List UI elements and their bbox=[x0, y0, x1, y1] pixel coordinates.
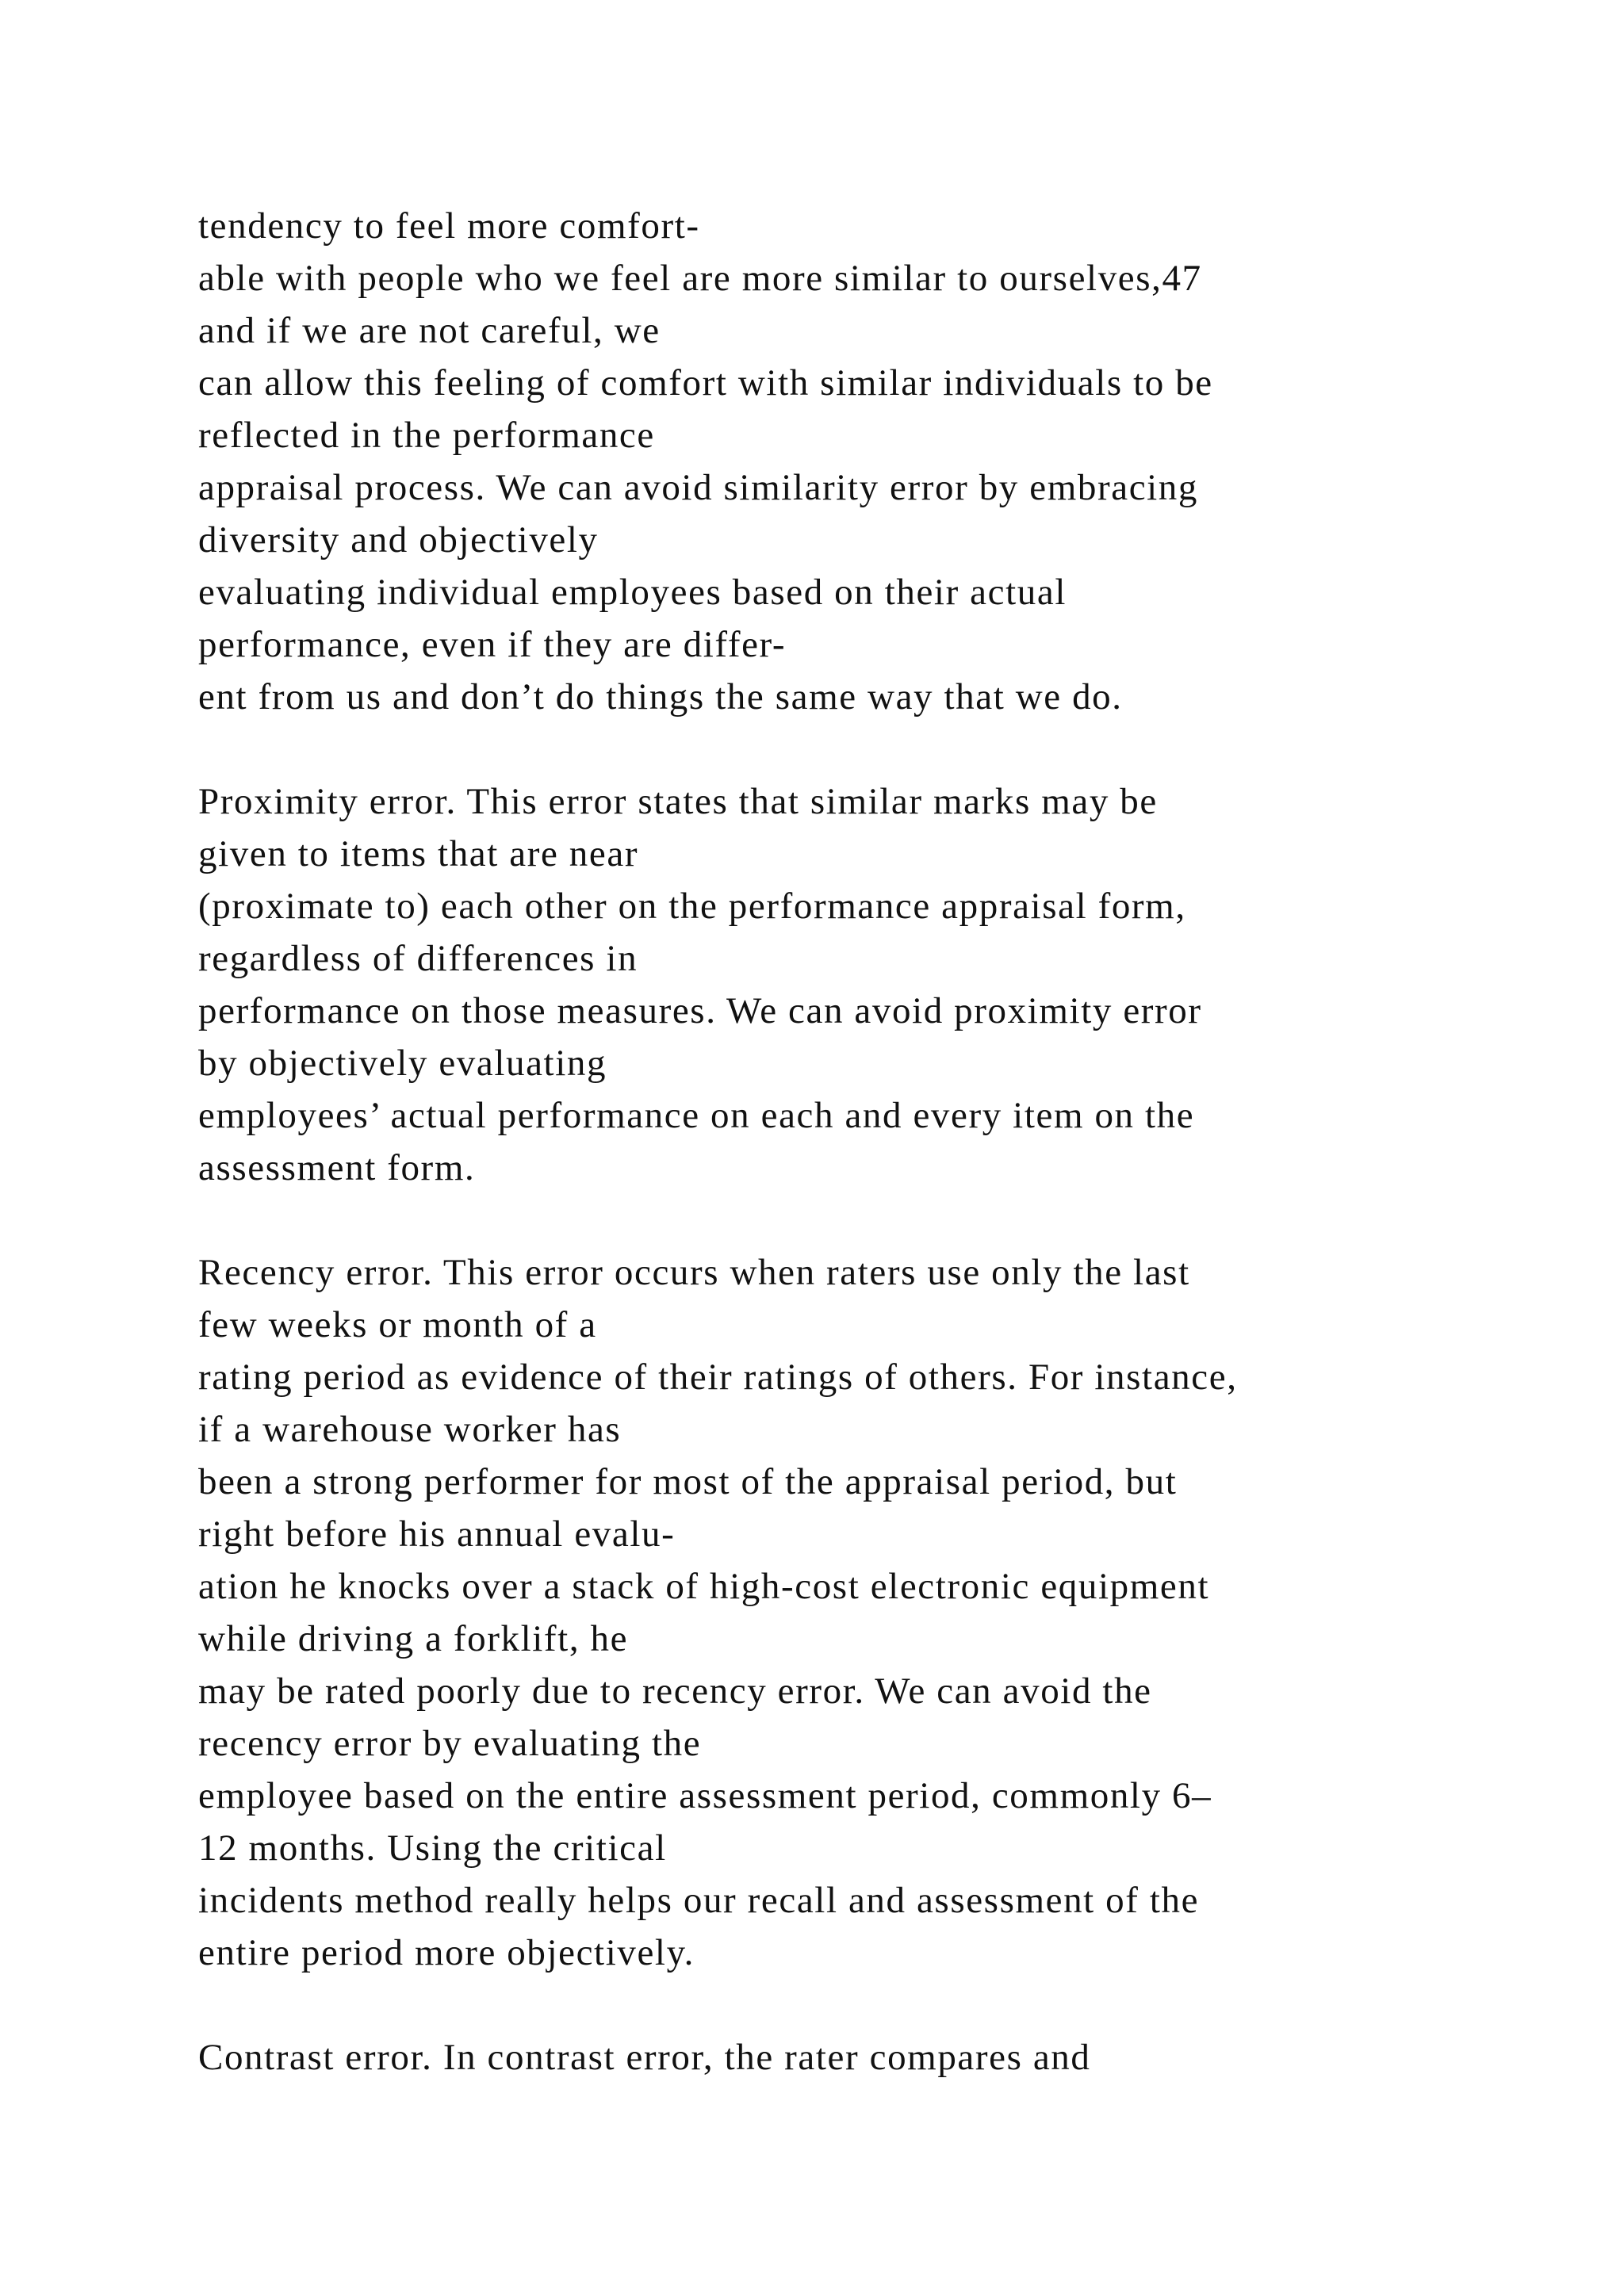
text-line: can allow this feeling of comfort with similar individuals to be bbox=[198, 362, 1213, 404]
text-line: right before his annual evalu- bbox=[198, 1513, 676, 1555]
document-body bbox=[198, 200, 1546, 2084]
text-line: performance on those measures. We can avoid proximity error bbox=[198, 990, 1202, 1031]
text-line: and if we are not careful, we bbox=[198, 310, 661, 351]
text-line: appraisal process. We can avoid similarity error by embracing bbox=[198, 467, 1199, 508]
text-line: ent from us and don’t do things the same way that we do. bbox=[198, 676, 1123, 718]
paragraph-spacer bbox=[198, 1979, 1546, 2031]
paragraph-proximity-error bbox=[198, 775, 1546, 1194]
paragraph-recency-error bbox=[198, 1246, 1546, 1979]
text-line: given to items that are near bbox=[198, 833, 639, 874]
text-line: able with people who we feel are more similar to ourselves,47 bbox=[198, 258, 1202, 299]
text-line: (proximate to) each other on the performance appraisal form, bbox=[198, 886, 1186, 927]
text-line: if a warehouse worker has bbox=[198, 1409, 622, 1450]
text-line: may be rated poorly due to recency error. We can avoid the bbox=[198, 1670, 1152, 1712]
paragraph-spacer bbox=[198, 1194, 1546, 1246]
text-line: employees’ actual performance on each and every item on the bbox=[198, 1095, 1195, 1136]
text-line: by objectively evaluating bbox=[198, 1043, 607, 1084]
paragraph-spacer bbox=[198, 723, 1546, 775]
text-line: 12 months. Using the critical bbox=[198, 1827, 667, 1869]
text-line: ation he knocks over a stack of high-cost electronic equipment bbox=[198, 1566, 1210, 1607]
text-line: diversity and objectively bbox=[198, 519, 599, 561]
text-line: few weeks or month of a bbox=[198, 1304, 597, 1345]
text-line: recency error by evaluating the bbox=[198, 1723, 702, 1764]
text-line: Recency error. This error occurs when raters use only the last bbox=[198, 1252, 1190, 1293]
text-line: Proximity error. This error states that similar marks may be bbox=[198, 781, 1158, 822]
text-line: rating period as evidence of their ratings of others. For instance, bbox=[198, 1357, 1238, 1398]
text-line: performance, even if they are differ- bbox=[198, 624, 787, 665]
text-line: while driving a forklift, he bbox=[198, 1618, 629, 1659]
paragraph-contrast-error bbox=[198, 2031, 1546, 2084]
text-line: regardless of differences in bbox=[198, 938, 638, 979]
text-line: been a strong performer for most of the appraisal period, but bbox=[198, 1461, 1178, 1502]
text-line: assessment form. bbox=[198, 1147, 476, 1188]
text-line: entire period more objectively. bbox=[198, 1932, 695, 1973]
text-line: tendency to feel more comfort- bbox=[198, 205, 700, 247]
text-line: Contrast error. In contrast error, the rater compares and bbox=[198, 2037, 1091, 2078]
text-line: reflected in the performance bbox=[198, 415, 655, 456]
text-line: employee based on the entire assessment period, commonly 6– bbox=[198, 1775, 1212, 1816]
text-line: incidents method really helps our recall and assessment of the bbox=[198, 1880, 1200, 1921]
text-line: evaluating individual employees based on their actual bbox=[198, 572, 1067, 613]
paragraph-similarity-error bbox=[198, 200, 1546, 723]
